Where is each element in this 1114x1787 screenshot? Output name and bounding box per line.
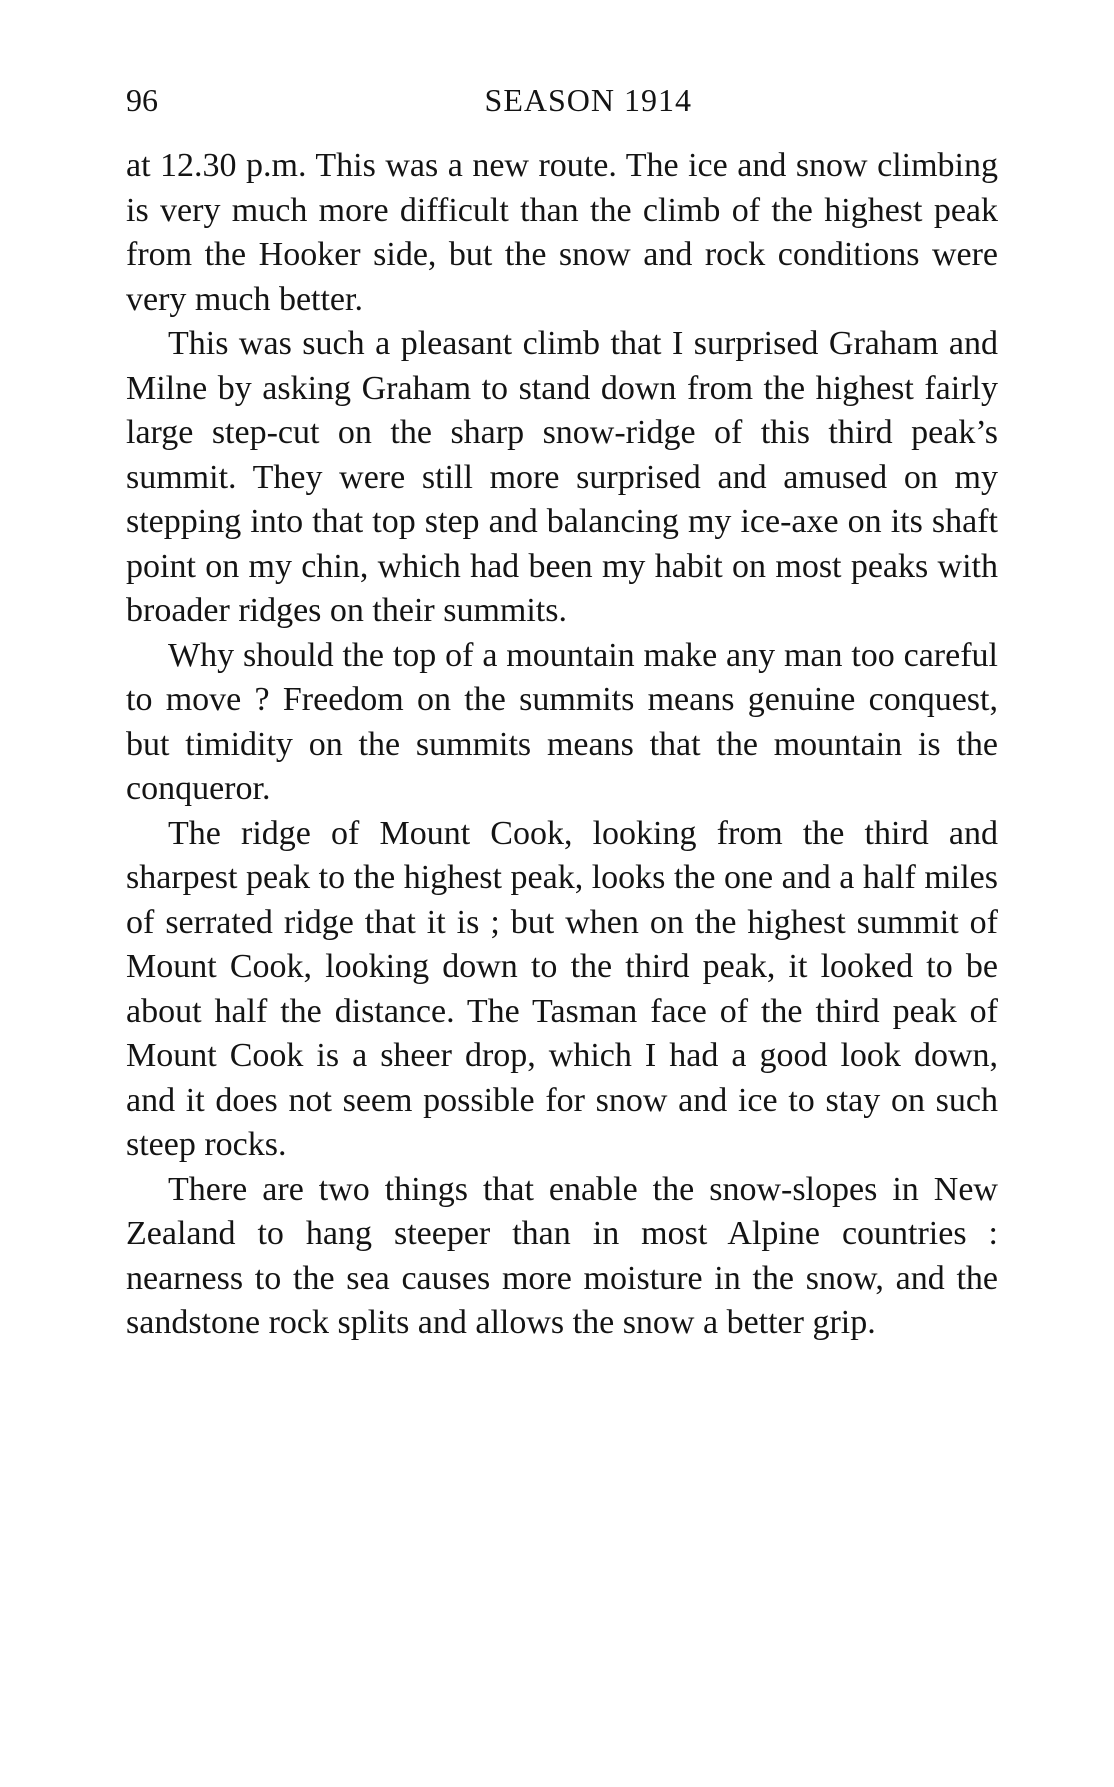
paragraph-continued: at 12.30 p.m. This was a new route. The ice and snow climbing is very much more difficult than the climb of the highest peak from the Hooker side, but the snow and rock conditions were very much better. (126, 147, 998, 318)
paragraph-freedom: Why should the top of a mountain make any man too careful to move ? Freedom on the summits means genuine conquest, but timidity on the summits means that the mountain is the conqueror. (126, 636, 998, 807)
running-head (126, 78, 998, 122)
running-title: SEASON 1914 (484, 82, 692, 118)
paragraph-summit-balance: This was such a pleasant climb that I surprised Graham and Milne by asking Graham to stand down from the highest fairly large step-cut on the sharp snow-ridge of this third peak’s summit. They were still more surprised and amused on my stepping into that top step and balancing my ice-axe on its shaft point on my chin, which had been my habit on most peaks with broader ridges on their summits. (126, 325, 998, 629)
page-number: 96 (126, 82, 158, 118)
paragraph-ridge-description: The ridge of Mount Cook, looking from the third and sharpest peak to the highest peak, looks the one and a half miles of serrated ridge that it is ; but when on the highest summit of Mount Cook, looking down to the third peak, it looked to be about half the distance. The Tasman face of the third peak of Mount Cook is a sheer drop, which I had a good look down, and it does not seem possible for snow and ice to stay on such steep rocks. (126, 814, 998, 1163)
body-text (126, 144, 998, 1346)
paragraph-snow-slopes: There are two things that enable the snow-slopes in New Zealand to hang steeper than in most Alpine countries : nearness to the sea causes more moisture in the snow, and the sandstone rock splits and allows the snow a better grip. (126, 1170, 998, 1341)
